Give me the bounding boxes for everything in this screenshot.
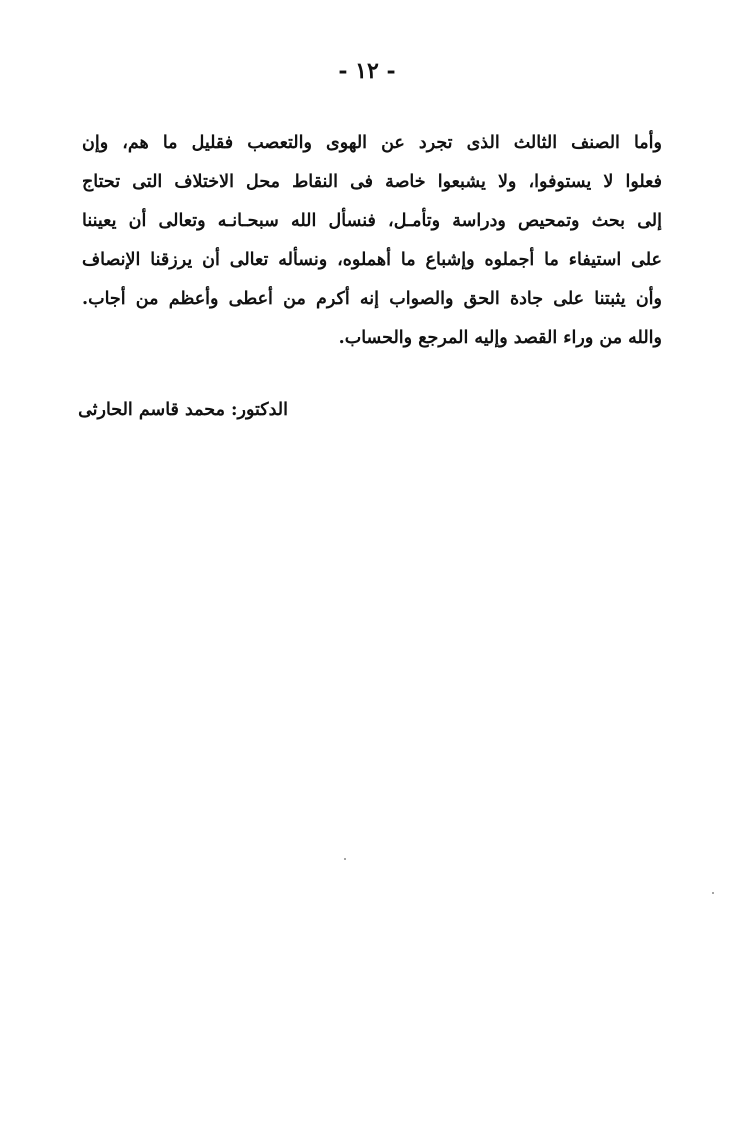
scan-speck — [712, 892, 714, 894]
body-paragraph — [82, 124, 662, 358]
page-number: - ١٢ - — [338, 58, 396, 84]
paragraph-line-5: وأن يثبتنا على جادة الحق والصواب إنه أكرم من أعطى وأعظم من أجاب. — [82, 289, 662, 309]
scan-speck — [344, 858, 346, 860]
paragraph-line-4: على استيفاء ما أجملوه وإشباع ما أهملوه، ونسأله تعالى أن يرزقنا الإنصاف — [82, 250, 662, 270]
paragraph-line-1: وأما الصنف الثالث الذى تجرد عن الهوى والتعصب فقليل ما هم، وإن — [82, 133, 662, 153]
paragraph-line-2: فعلوا لا يستوفوا، ولا يشبعوا خاصة فى النقاط محل الاختلاف التى تحتاج — [82, 172, 662, 192]
paragraph-line-3: إلى بحث وتمحيص ودراسة وتأمـل، فنسأل الله سبحـانـه وتعالى أن يعيننا — [82, 211, 662, 231]
paragraph-line-6: والله من وراء القصد وإليه المرجع والحساب. — [338, 328, 662, 348]
author-signature: الدكتور: محمد قاسم الحارثى — [78, 400, 288, 420]
